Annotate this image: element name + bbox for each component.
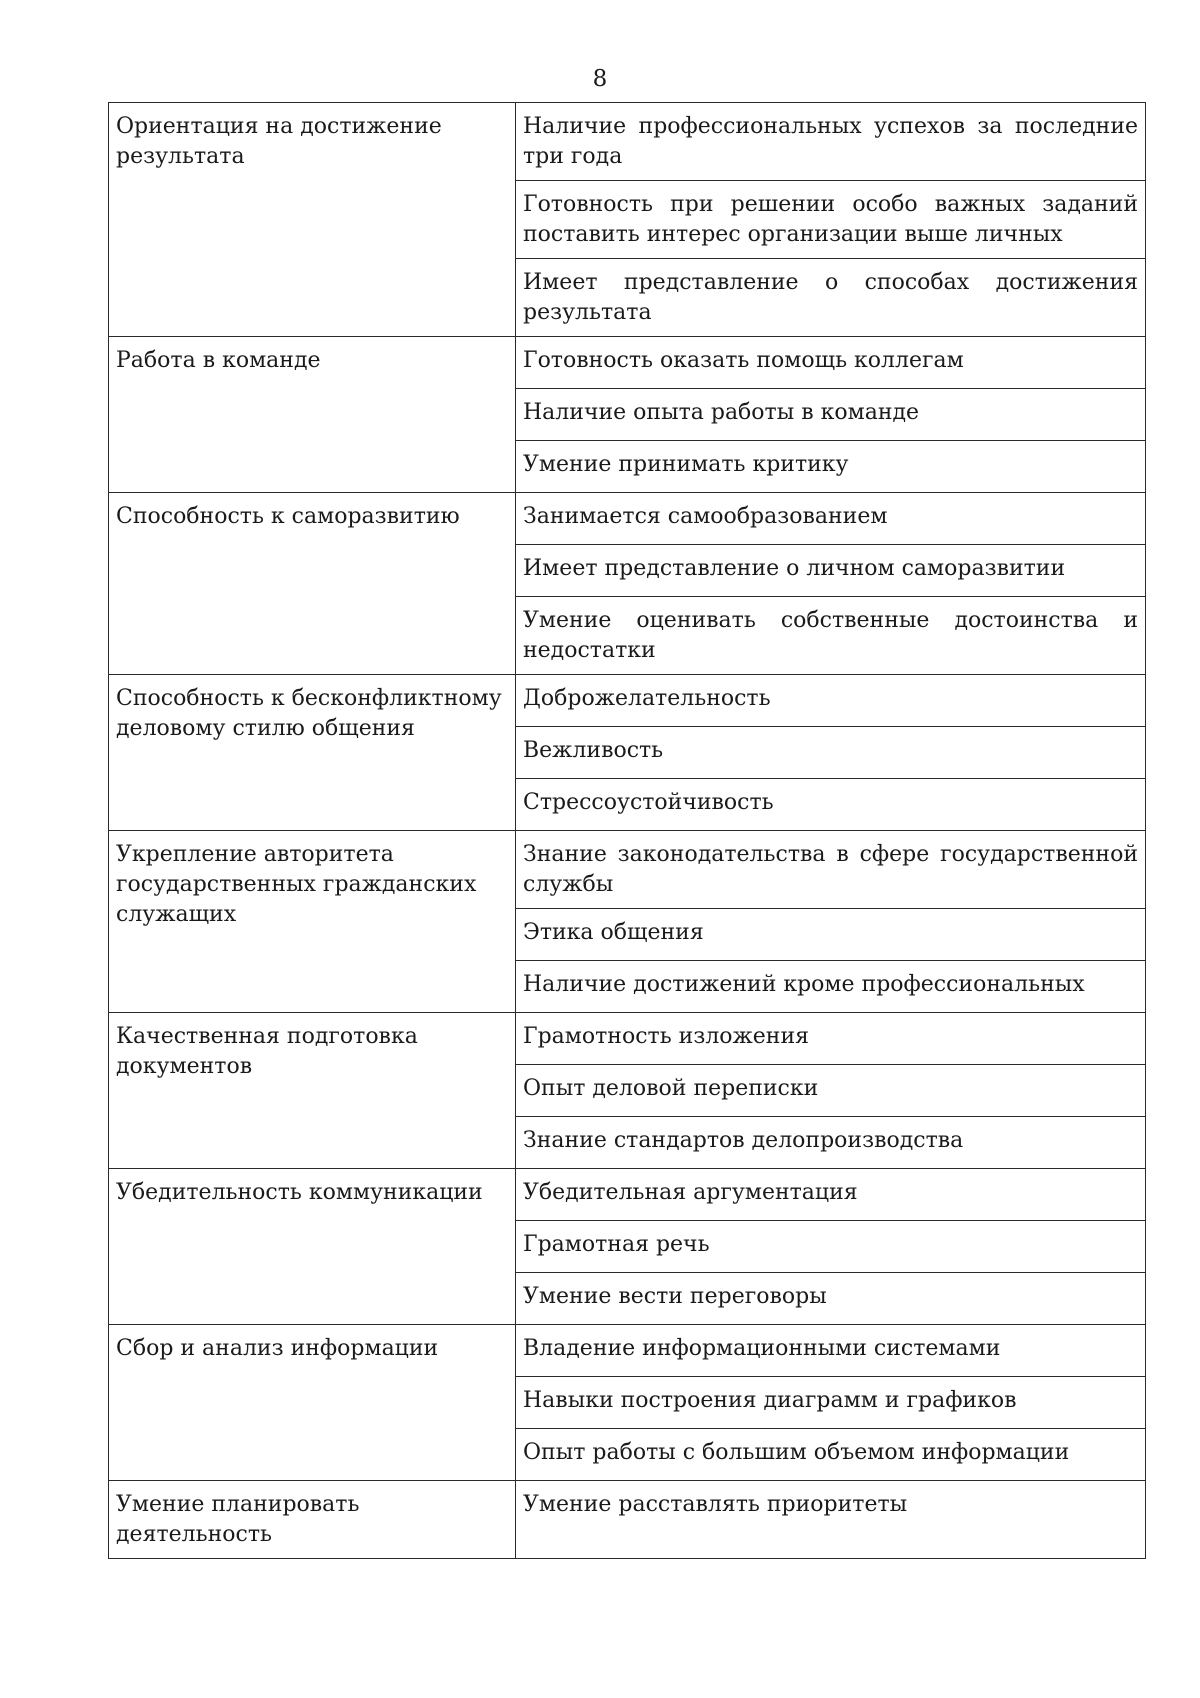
indicator-cell: Навыки построения диаграмм и графиков — [516, 1377, 1146, 1429]
table-row — [109, 1325, 1146, 1377]
competency-table — [108, 102, 1146, 1559]
indicator-cell: Стрессоустойчивость — [516, 779, 1146, 831]
indicator-cell: Знание стандартов делопроизводства — [516, 1117, 1146, 1169]
criterion-cell: Умение планировать деятельность — [109, 1481, 516, 1559]
criterion-cell: Способность к саморазвитию — [109, 493, 516, 675]
indicator-cell: Грамотность изложения — [516, 1013, 1146, 1065]
indicator-cell: Готовность оказать помощь коллегам — [516, 337, 1146, 389]
indicator-cell: Грамотная речь — [516, 1221, 1146, 1273]
table-row — [109, 1013, 1146, 1065]
indicator-cell: Вежливость — [516, 727, 1146, 779]
indicator-cell: Имеет представление о личном саморазвитии — [516, 545, 1146, 597]
table-row — [109, 337, 1146, 389]
indicator-cell: Умение расставлять приоритеты — [516, 1481, 1146, 1559]
indicator-cell: Опыт работы с большим объемом информации — [516, 1429, 1146, 1481]
indicator-cell: Владение информационными системами — [516, 1325, 1146, 1377]
indicator-cell: Умение вести переговоры — [516, 1273, 1146, 1325]
indicator-cell: Готовность при решении особо важных заданий поставить интерес организации выше личных — [516, 181, 1146, 259]
criterion-cell: Убедительность коммуникации — [109, 1169, 516, 1325]
indicator-cell: Умение принимать критику — [516, 441, 1146, 493]
indicator-cell: Знание законодательства в сфере государственной службы — [516, 831, 1146, 909]
indicator-cell: Имеет представление о способах достижения результата — [516, 259, 1146, 337]
indicator-cell: Умение оценивать собственные достоинства и недостатки — [516, 597, 1146, 675]
table-row — [109, 1169, 1146, 1221]
table-row — [109, 493, 1146, 545]
page-number: 8 — [592, 66, 608, 92]
criterion-cell: Качественная подготовка документов — [109, 1013, 516, 1169]
criterion-cell: Укрепление авторитета государственных гражданских служащих — [109, 831, 516, 1013]
criterion-cell: Сбор и анализ информации — [109, 1325, 516, 1481]
indicator-cell: Наличие достижений кроме профессиональных — [516, 961, 1146, 1013]
indicator-cell: Наличие опыта работы в команде — [516, 389, 1146, 441]
criterion-cell: Работа в команде — [109, 337, 516, 493]
indicator-cell: Доброжелательность — [516, 675, 1146, 727]
indicator-cell: Опыт деловой переписки — [516, 1065, 1146, 1117]
competency-table-body — [109, 103, 1146, 1559]
criterion-cell: Способность к бесконфликтному деловому стилю общения — [109, 675, 516, 831]
indicator-cell: Наличие профессиональных успехов за последние три года — [516, 103, 1146, 181]
criterion-cell: Ориентация на достижение результата — [109, 103, 516, 337]
table-row — [109, 675, 1146, 727]
table-row — [109, 1481, 1146, 1559]
indicator-cell: Занимается самообразованием — [516, 493, 1146, 545]
table-row — [109, 831, 1146, 909]
indicator-cell: Убедительная аргументация — [516, 1169, 1146, 1221]
table-row — [109, 103, 1146, 181]
indicator-cell: Этика общения — [516, 909, 1146, 961]
